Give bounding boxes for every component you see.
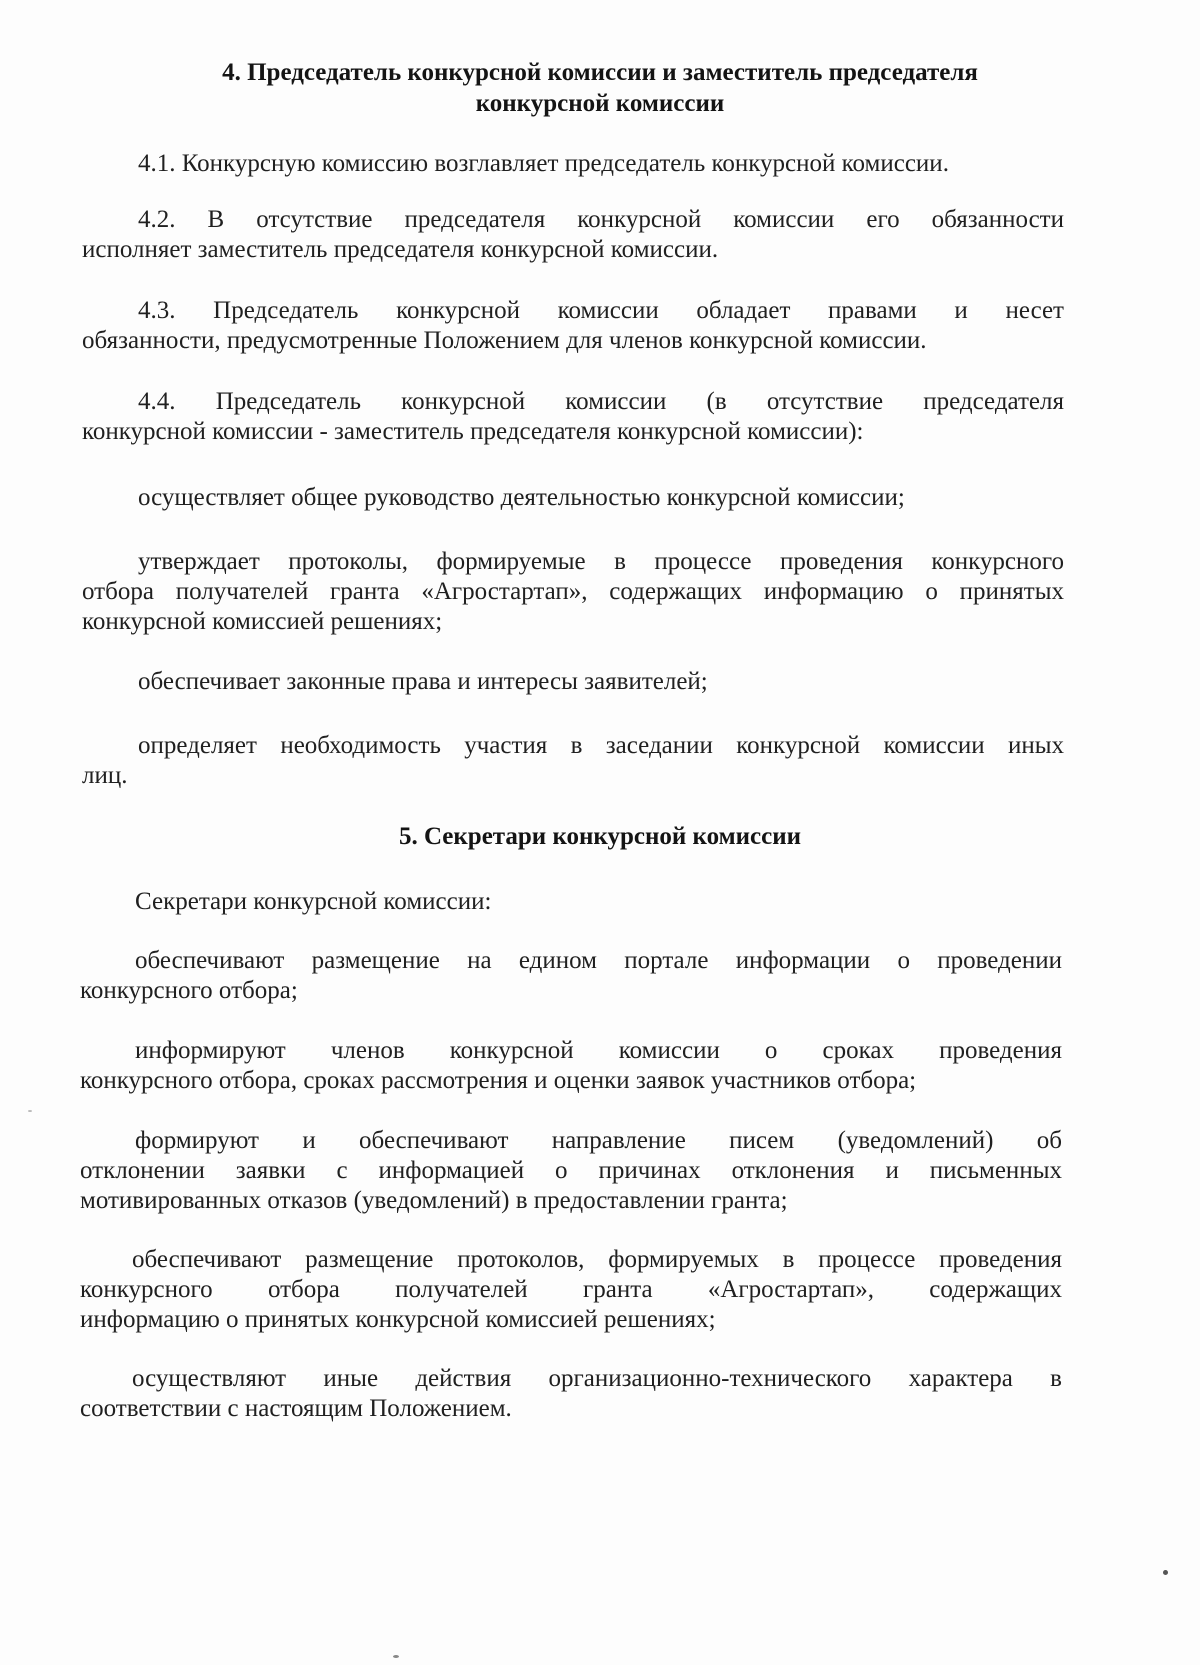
- secretaries-intro-text: Секретари конкурсной комиссии:: [135, 888, 492, 915]
- paragraph-4-1: [138, 149, 1038, 179]
- section-4-heading: [80, 57, 1120, 119]
- section-4-heading-line-2: конкурсной комиссии: [475, 90, 725, 117]
- chair-duty-general-management: [138, 483, 1058, 513]
- chair-duty-rights: [138, 667, 1038, 697]
- scan-speck: [393, 1655, 399, 1658]
- paragraph-4-2: [82, 205, 1064, 265]
- secretary-duty-inform-members-line-2: конкурсного отбора, сроках рассмотрения и оценки заявок участников отбора;: [80, 1067, 917, 1094]
- secretary-duty-inform-members: [80, 1036, 1062, 1096]
- secretary-duty-publish-protocols-line-1: обеспечивают размещение протоколов, формируемых в процессе проведения: [132, 1246, 1062, 1273]
- paragraph-4-4-line-2: конкурсной комиссии - заместитель председателя конкурсной комиссии):: [82, 418, 864, 445]
- secretary-duty-rejection-letters: [80, 1126, 1062, 1216]
- chair-duty-general-management-text: осуществляет общее руководство деятельностью конкурсной комиссии;: [138, 484, 905, 511]
- chair-duty-participants-line-1: определяет необходимость участия в заседании конкурсной комиссии иных: [138, 732, 1064, 759]
- secretary-duty-rejection-letters-line-1: формируют и обеспечивают направление писем (уведомлений) об: [135, 1127, 1062, 1154]
- secretary-duty-rejection-letters-line-3: мотивированных отказов (уведомлений) в предоставлении гранта;: [80, 1187, 788, 1214]
- secretaries-intro: [135, 887, 835, 917]
- section-5-heading: [80, 821, 1120, 852]
- secretary-duty-inform-members-line-1: информируют членов конкурсной комиссии о сроках проведения: [135, 1037, 1062, 1064]
- paragraph-4-3-line-1: 4.3. Председатель конкурсной комиссии обладает правами и несет: [138, 297, 1064, 324]
- secretary-duty-other-actions-line-2: соответствии с настоящим Положением.: [80, 1395, 512, 1422]
- chair-duty-approve-protocols-line-2: отбора получателей гранта «Агростартап», содержащих информацию о принятых: [82, 578, 1064, 605]
- chair-duty-approve-protocols-line-3: конкурсной комиссией решениях;: [82, 608, 443, 635]
- secretary-duty-portal-line-2: конкурсного отбора;: [80, 977, 298, 1004]
- chair-duty-participants: [82, 731, 1064, 791]
- chair-duty-participants-line-2: лиц.: [82, 762, 128, 789]
- section-5-heading-text: 5. Секретари конкурсной комиссии: [398, 823, 802, 850]
- secretary-duty-publish-protocols: [80, 1245, 1062, 1335]
- secretary-duty-portal: [80, 946, 1062, 1006]
- secretary-duty-rejection-letters-line-2: отклонении заявки с информацией о причинах отклонения и письменных: [80, 1157, 1062, 1184]
- chair-duty-rights-text: обеспечивает законные права и интересы заявителей;: [138, 668, 708, 695]
- paragraph-4-2-line-2: исполняет заместитель председателя конкурсной комиссии.: [82, 236, 719, 263]
- paragraph-4-3-line-2: обязанности, предусмотренные Положением для членов конкурсной комиссии.: [82, 327, 927, 354]
- secretary-duty-portal-line-1: обеспечивают размещение на едином портале информации о проведении: [135, 947, 1062, 974]
- section-4-heading-line-1: 4. Председатель конкурсной комиссии и заместитель председателя: [222, 59, 978, 86]
- scan-speck: [1163, 1570, 1168, 1575]
- paragraph-4-1-text: 4.1. Конкурсную комиссию возглавляет председатель конкурсной комиссии.: [138, 150, 949, 177]
- paragraph-4-2-line-1: 4.2. В отсутствие председателя конкурсной комиссии его обязанности: [138, 206, 1064, 233]
- paragraph-4-4-line-1: 4.4. Председатель конкурсной комиссии (в отсутствие председателя: [138, 388, 1064, 415]
- secretary-duty-publish-protocols-line-2: конкурсного отбора получателей гранта «Агростартап», содержащих: [80, 1276, 1062, 1303]
- paragraph-4-3: [82, 296, 1064, 356]
- secretary-duty-other-actions: [80, 1364, 1062, 1424]
- secretary-duty-publish-protocols-line-3: информацию о принятых конкурсной комиссией решениях;: [80, 1306, 716, 1333]
- chair-duty-approve-protocols: [82, 547, 1064, 637]
- chair-duty-approve-protocols-line-1: утверждает протоколы, формируемые в процессе проведения конкурсного: [138, 548, 1064, 575]
- secretary-duty-other-actions-line-1: осуществляют иные действия организационно-технического характера в: [132, 1365, 1062, 1392]
- paragraph-4-4: [82, 387, 1064, 447]
- scan-speck: [28, 1110, 32, 1112]
